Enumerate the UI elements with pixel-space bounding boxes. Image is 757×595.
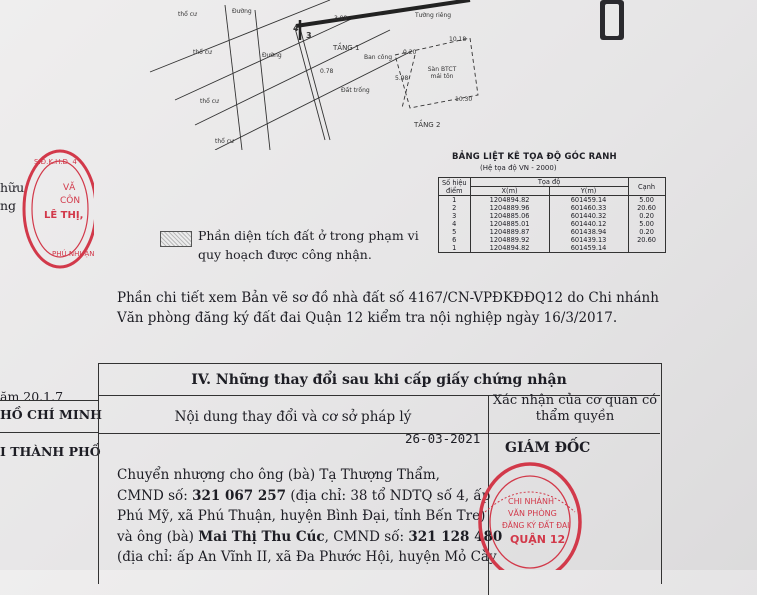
dimension-label: 10.30 [455,96,473,103]
seal-text: LÊ THỊ, [44,210,84,221]
left-text: ăm 20.1.7 [0,389,64,404]
label-tuong-rieng: Tường riêng [415,12,452,19]
header-y: Y(m) [549,187,628,196]
label-dat-trong: Đất trống [341,87,370,94]
coords-subtitle: (Hệ tọa độ VN - 2000) [480,164,557,172]
header-so-hieu: Số hiệu điểm [439,178,471,196]
dimension-label: 0.20 [403,49,417,56]
label-duong: Đường [262,52,282,59]
coords-row: 1 1204894.82 601459.14 5.00 [439,196,666,205]
label-tang-2: TẦNG 2 [414,121,441,129]
label-point-3: 3 [306,31,312,40]
label-tho-cu: thổ cư [178,11,197,18]
label-tho-cu: thổ cư [193,49,212,56]
seal-text: VĂ [63,183,76,193]
coords-row: 3 1204885.06 601440.32 0.20 [439,212,666,220]
dimension-label: 0.78 [320,68,334,75]
seal-text: QUẬN 12 [510,533,566,546]
divider [98,433,660,434]
change-content [117,465,503,568]
header-toa-do: Tọa độ [470,178,628,187]
coords-row: 6 1204889.92 601439.13 20.60 [439,236,666,244]
coords-body [439,196,666,253]
detail-paragraph: Phần chi tiết xem Bản vẽ sơ đồ nhà đất số 4167/CN-VPĐKĐĐQ12 do Chi nhánh Văn phòng đăng ký đất đai Quận 12 kiểm tra nội nghiệp ngày 16/3/2017. [117,290,659,326]
coords-row: 4 1204885.01 601440.12 5.00 [439,220,666,228]
divider [0,400,98,401]
date-stamp: 26-03-2021 [405,431,481,446]
label-tho-cu: thổ cư [215,138,234,145]
label-ban-cong: Ban công [364,54,393,61]
dimension-label: 3.98 [334,15,348,22]
coords-row: 5 1204889.87 601438.94 0.20 [439,228,666,236]
header-x: X(m) [470,187,549,196]
dimension-label: 5.98 [395,75,409,82]
coords-table [438,177,666,253]
label-tang-1: TẦNG 1 [333,44,360,52]
seal-text: S.Đ.K.H.Đ. 4 [34,158,77,166]
coords-row: 1 1204894.82 601459.14 [439,244,666,253]
body-line: (địa chỉ: ấp An Vĩnh II, xã Đa Phước Hội, huyện Mỏ Cày [117,549,497,565]
header-canh: Cạnh [628,178,665,196]
label-tho-cu: thổ cư [200,98,219,105]
label-point-4: 4 [293,24,299,33]
director-title: GIÁM ĐỐC [505,440,591,456]
coords-row: 2 1204889.96 601460.33 20.60 [439,204,666,212]
seal-text: CÔN [60,196,81,206]
seal-text: CHI NHÁNH [508,497,554,506]
left-text: ng [0,198,17,213]
label-duong: Đường [232,8,252,15]
dimension-label: 10.18 [449,36,467,43]
seal-text: PHÚ NHUẬN [52,250,95,258]
body-line: và ông (bà) Mai Thị Thu Cúc, CMND số: 321 128 480 [117,528,503,545]
legend-text: Phần diện tích đất ở trong phạm vi quy hoạch được công nhận. [198,228,419,262]
body-line: CMND số: 321 067 257 (địa chỉ: 38 tổ NDTQ số 4, ấp [117,487,491,504]
left-text: hữu [0,180,25,195]
column-header-confirmation: Xác nhận của cơ quan có thẩm quyền [492,393,658,424]
left-text: HỒ CHÍ MINH [0,407,102,422]
left-text: I THÀNH PHỐ [0,444,101,459]
section-title: IV. Những thay đổi sau khi cấp giấy chứng nhận [191,372,567,388]
hatch-legend-swatch [160,231,192,247]
site-plan-drawing [0,0,757,150]
divider [0,432,98,433]
coords-title: BẢNG LIỆT KÊ TỌA ĐỘ GÓC RANH [452,152,617,162]
label-san-btct: Sàn BTCT mái tôn [427,66,457,80]
column-header-content: Nội dung thay đổi và cơ sở pháp lý [174,409,412,425]
body-line: Chuyển nhượng cho ông (bà) Tạ Thượng Thẩm, [117,467,440,483]
seal-text: VĂN PHÒNG [508,509,557,518]
body-line: Phú Mỹ, xã Phú Thuận, huyện Bình Đại, tỉnh Bến Tre) [117,508,486,524]
seal-text: ĐĂNG KÝ ĐẤT ĐAI [502,521,570,530]
